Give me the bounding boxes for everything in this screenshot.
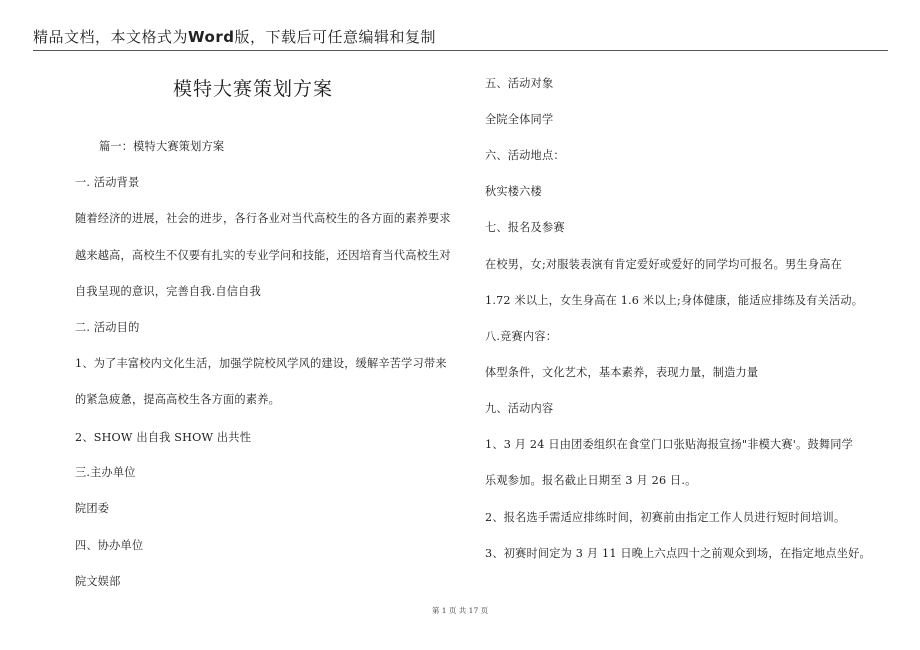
right-line-2: 六、活动地点： [485, 149, 565, 162]
left-line-1: 一. 活动背景 [75, 176, 140, 189]
right-line-12: 2、报名选手需适应排练时间，初赛前由指定工作人员进行短时间培训。 [485, 511, 846, 524]
right-line-5: 在校男，女;对服装表演有肯定爱好或爱好的同学均可报名。男生身高在 [485, 258, 842, 271]
left-line-7: 的紧急疲惫，提高高校生各方面的素养。 [75, 393, 280, 406]
right-line-1: 全院全体同学 [485, 113, 554, 126]
header-banner [33, 26, 436, 47]
header-banner-suffix: 版，下载后可任意编辑和复制 [234, 28, 436, 46]
right-line-13: 3、初赛时间定为 3 月 11 日晚上六点四十之前观众到场，在指定地点坐好。 [485, 547, 871, 560]
left-line-3: 越来越高，高校生不仅要有扎实的专业学问和技能，还因培育当代高校生对 [75, 249, 451, 262]
right-line-8: 体型条件，文化艺术，基本素养，表现力量，制造力量 [485, 366, 759, 379]
page-footer: 第 1 页 共 17 页 [431, 606, 489, 615]
left-line-9: 三.主办单位 [75, 466, 136, 479]
header-banner-prefix: 精品文档，本文格式为 [33, 28, 189, 46]
left-line-10: 院团委 [75, 502, 110, 515]
right-line-0: 五、活动对象 [485, 77, 554, 90]
left-line-6: 1、为了丰富校内文化生活，加强学院校风学风的建设，缓解辛苦学习带来 [75, 357, 447, 370]
left-line-0: 篇一：模特大赛策划方案 [99, 140, 225, 153]
left-line-4: 自我呈现的意识，完善自我.自信自我 [75, 285, 261, 298]
left-line-11: 四、协办单位 [75, 539, 144, 552]
right-line-7: 八.竞赛内容： [485, 330, 558, 343]
header-banner-bold: Word [188, 28, 235, 46]
right-line-11: 乐观参加。报名截止日期至 3 月 26 日.。 [485, 474, 697, 487]
document-title: 模特大赛策划方案 [173, 78, 334, 100]
right-line-10: 1、3 月 24 日由团委组织在食堂门口张贴海报宣扬"非模大赛'。鼓舞同学 [485, 438, 854, 451]
left-line-2: 随着经济的进展，社会的进步，各行各业对当代高校生的各方面的素养要求 [75, 212, 451, 225]
left-line-8: 2、SHOW 出自我 SHOW 出共性 [75, 431, 252, 444]
right-line-3: 秋实楼六楼 [485, 185, 542, 198]
left-line-12: 院文娱部 [75, 575, 121, 588]
right-line-9: 九、活动内容 [485, 402, 554, 415]
right-line-6: 1.72 米以上，女生身高在 1.6 米以上;身体健康，能适应排练及有关活动。 [485, 294, 864, 307]
right-line-4: 七、报名及参赛 [485, 221, 565, 234]
left-line-5: 二. 活动目的 [75, 321, 140, 334]
header-rule [33, 50, 888, 51]
